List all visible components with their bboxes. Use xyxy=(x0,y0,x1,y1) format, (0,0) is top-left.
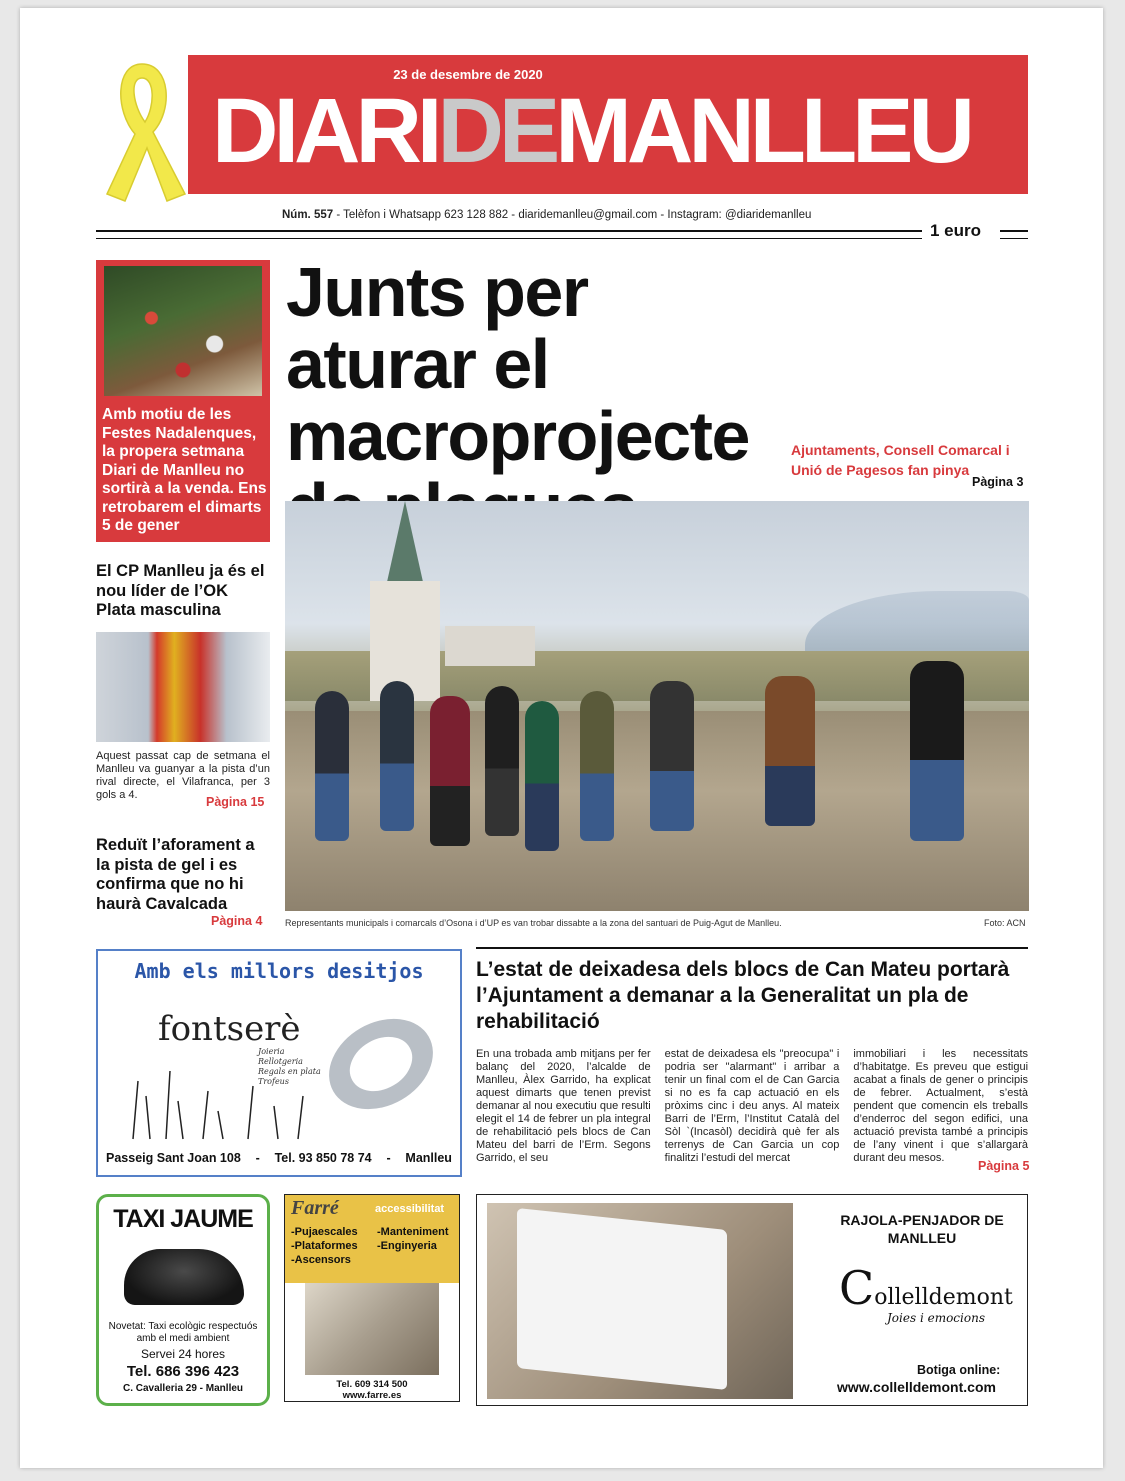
ad-slogan: Amb els millors desitjos xyxy=(134,959,424,983)
farre-ad[interactable] xyxy=(284,1194,460,1402)
taxi-car-image xyxy=(124,1249,244,1305)
person xyxy=(430,696,470,846)
separator: - xyxy=(386,1151,391,1165)
person xyxy=(525,701,559,851)
lead-headline[interactable]: Junts per aturar el macroprojecte xyxy=(286,253,749,475)
article-column-3: immobiliari i les necessitats d’habitatge. Es preveu que estigui acabat a finals de gener o principis de febrer. Actualment, s’està pendent que comencin els treballs d’enderroc del segon edifici, una actuació prevista també a principis de l’any vinent i que s’allargarà durant deu mesos. xyxy=(853,1048,1029,1164)
collell-logo-initial: C xyxy=(839,1261,875,1315)
person xyxy=(380,681,414,831)
service-item: -Enginyeria xyxy=(377,1240,437,1252)
person xyxy=(315,691,349,841)
service-item: -Ascensors xyxy=(291,1254,351,1266)
header-rule xyxy=(96,230,922,239)
collell-logo-text: ollelldemont xyxy=(874,1285,1013,1310)
contact-details: - Telèfon i Whatsapp 623 128 882 - diaridemanlleu@gmail.com - Instagram: @diaridemanlleu xyxy=(333,209,812,221)
lead-subhead: Ajuntaments, Consell Comarcal i Unió de Pagesos fan pinya xyxy=(791,442,1010,478)
article-body xyxy=(476,1048,1028,1165)
contact-line xyxy=(282,209,811,221)
taxi-novelty: Novetat: Taxi ecològic respectuós amb el medi ambient xyxy=(108,1321,258,1344)
person xyxy=(765,676,815,826)
article-rule xyxy=(476,947,1028,949)
newspaper-page xyxy=(20,8,1103,1468)
lead-photo-caption: Representants municipals i comarcals d’Osona i d’UP es van trobar dissabte a la zona del santuari de Puig-Agut de Manlleu. xyxy=(285,918,782,928)
sidebar-story2-page[interactable]: Pàgina 4 xyxy=(211,914,263,928)
issue-date: 23 de desembre de 2020 xyxy=(393,67,543,82)
sidebar-story1-title[interactable]: El CP Manlleu ja és el nou líder de l’OK Plata masculina xyxy=(96,562,265,619)
christmas-tree-photo xyxy=(104,266,262,396)
collell-tagline: Joies i emocions xyxy=(887,1311,985,1325)
ring-image xyxy=(313,1001,450,1127)
hockey-team-photo xyxy=(96,632,270,742)
stairlift-image xyxy=(305,1283,439,1375)
fontsere-phone: Tel. 93 850 78 74 xyxy=(274,1151,372,1165)
collelldemont-ad[interactable] xyxy=(476,1194,1028,1406)
service-item: -Pujaescales xyxy=(291,1226,358,1238)
farre-brand: Farré xyxy=(291,1197,339,1219)
lead-page[interactable]: Pàgina 3 xyxy=(972,475,1024,489)
title-part-diari: DIARI xyxy=(212,80,438,182)
farre-services-left xyxy=(291,1225,358,1267)
person xyxy=(580,691,614,841)
collell-title: RAJOLA-PENJADOR DE MANLLEU xyxy=(840,1212,1004,1246)
farre-web: www.farre.es xyxy=(342,1390,402,1401)
masthead xyxy=(188,55,1028,194)
collell-shop-label: Botiga online: xyxy=(917,1363,1001,1377)
fontsere-logo: fontserè xyxy=(158,1009,301,1049)
farre-phone: Tel. 609 314 500 xyxy=(336,1379,408,1390)
fontsere-address: Passeig Sant Joan 108 xyxy=(106,1151,241,1165)
farre-tag: accessibilitat xyxy=(375,1203,445,1215)
title-part-manlleu: MANLLEU xyxy=(555,80,970,182)
price: 1 euro xyxy=(930,221,982,240)
building xyxy=(445,626,535,666)
tile-hanger xyxy=(517,1208,727,1390)
lead-photo xyxy=(285,501,1029,911)
tile-photo xyxy=(487,1203,793,1399)
church-spire xyxy=(385,501,425,591)
photo-credit: Foto: ACN xyxy=(984,918,1026,928)
taxi-address: C. Cavalleria 29 - Manlleu xyxy=(122,1383,244,1394)
fontsere-ad[interactable] xyxy=(96,949,462,1177)
newspaper-title xyxy=(212,81,970,181)
article-headline[interactable]: L’estat de deixadesa dels blocs de Can Mateu portarà l’Ajuntament a demanar a la Generalitat un pla de rehabilitació xyxy=(476,958,1010,1033)
person xyxy=(650,681,694,831)
grass-drawing-icon xyxy=(128,1061,308,1141)
person xyxy=(910,661,964,841)
article-column-2: estat de deixadesa els "preocupa" i podria ser "alarmant" i arribar a tenir un final com el de Can Garcia si no es fa cap actuació en els pròxims cinc i deu anys. Al mateix Barri de l’Erm, l’Institut Català del Sòl `(Incasòl) decidirà què fer als terrenys de Can Garcia un cop finalitzi l’estudi del mercat xyxy=(664,1048,840,1164)
fontsere-address-bar xyxy=(106,1151,452,1165)
service-item: -Manteniment xyxy=(377,1226,449,1238)
sidebar-story1-page[interactable]: Pàgina 15 xyxy=(206,795,265,809)
issue-number: Núm. 557 xyxy=(282,209,334,221)
collell-logo xyxy=(839,1261,1013,1315)
service-item: -Plataformes xyxy=(291,1240,358,1252)
taxi-phone: Tel. 686 396 423 xyxy=(126,1363,240,1380)
title-part-de: DE xyxy=(437,80,556,182)
sidebar-story2-title[interactable]: Reduït l’aforament a la pista de gel i es confirma que no hi haurà Cavalcada xyxy=(96,836,255,913)
christmas-notice-text: Amb motiu de les Festes Nadalenques, la propera setmana Diari de Manlleu no sortirà a la venda. Ens retrobarem el dimarts 5 de gener xyxy=(102,406,267,534)
fontsere-town: Manlleu xyxy=(405,1151,452,1165)
taxi-title: TAXI JAUME xyxy=(113,1205,253,1233)
taxi-service: Servei 24 hores xyxy=(140,1347,226,1361)
sidebar-story1-text: Aquest passat cap de setmana el Manlleu va guanyar a la pista d’un rival directe, el Vilafranca, per 3 gols a 4. xyxy=(96,750,270,801)
article-page[interactable]: Pàgina 5 xyxy=(978,1159,1030,1173)
farre-services-right xyxy=(377,1225,449,1253)
person xyxy=(485,686,519,836)
collell-web[interactable]: www.collelldemont.com xyxy=(837,1379,996,1395)
header-rule-end xyxy=(1000,230,1028,239)
article-column-1: En una trobada amb mitjans per fer balanç del 2020, l’alcalde de Manlleu, Àlex Garrido, ha explicat aquest dimarts que tenen previst demanar al nou executiu que resulti elegit el 14 de febrer un pla integral de rehabilitació pels blocs de Can Mateu del barri de l’Erm. Segons Garrido, el seu xyxy=(476,1048,651,1164)
fontsere-tagline: Joieria Rellotgeria Regals en plata Trofeus xyxy=(258,1047,321,1086)
taxi-jaume-ad[interactable] xyxy=(96,1194,270,1406)
separator: - xyxy=(255,1151,260,1165)
farre-contact xyxy=(285,1379,459,1401)
